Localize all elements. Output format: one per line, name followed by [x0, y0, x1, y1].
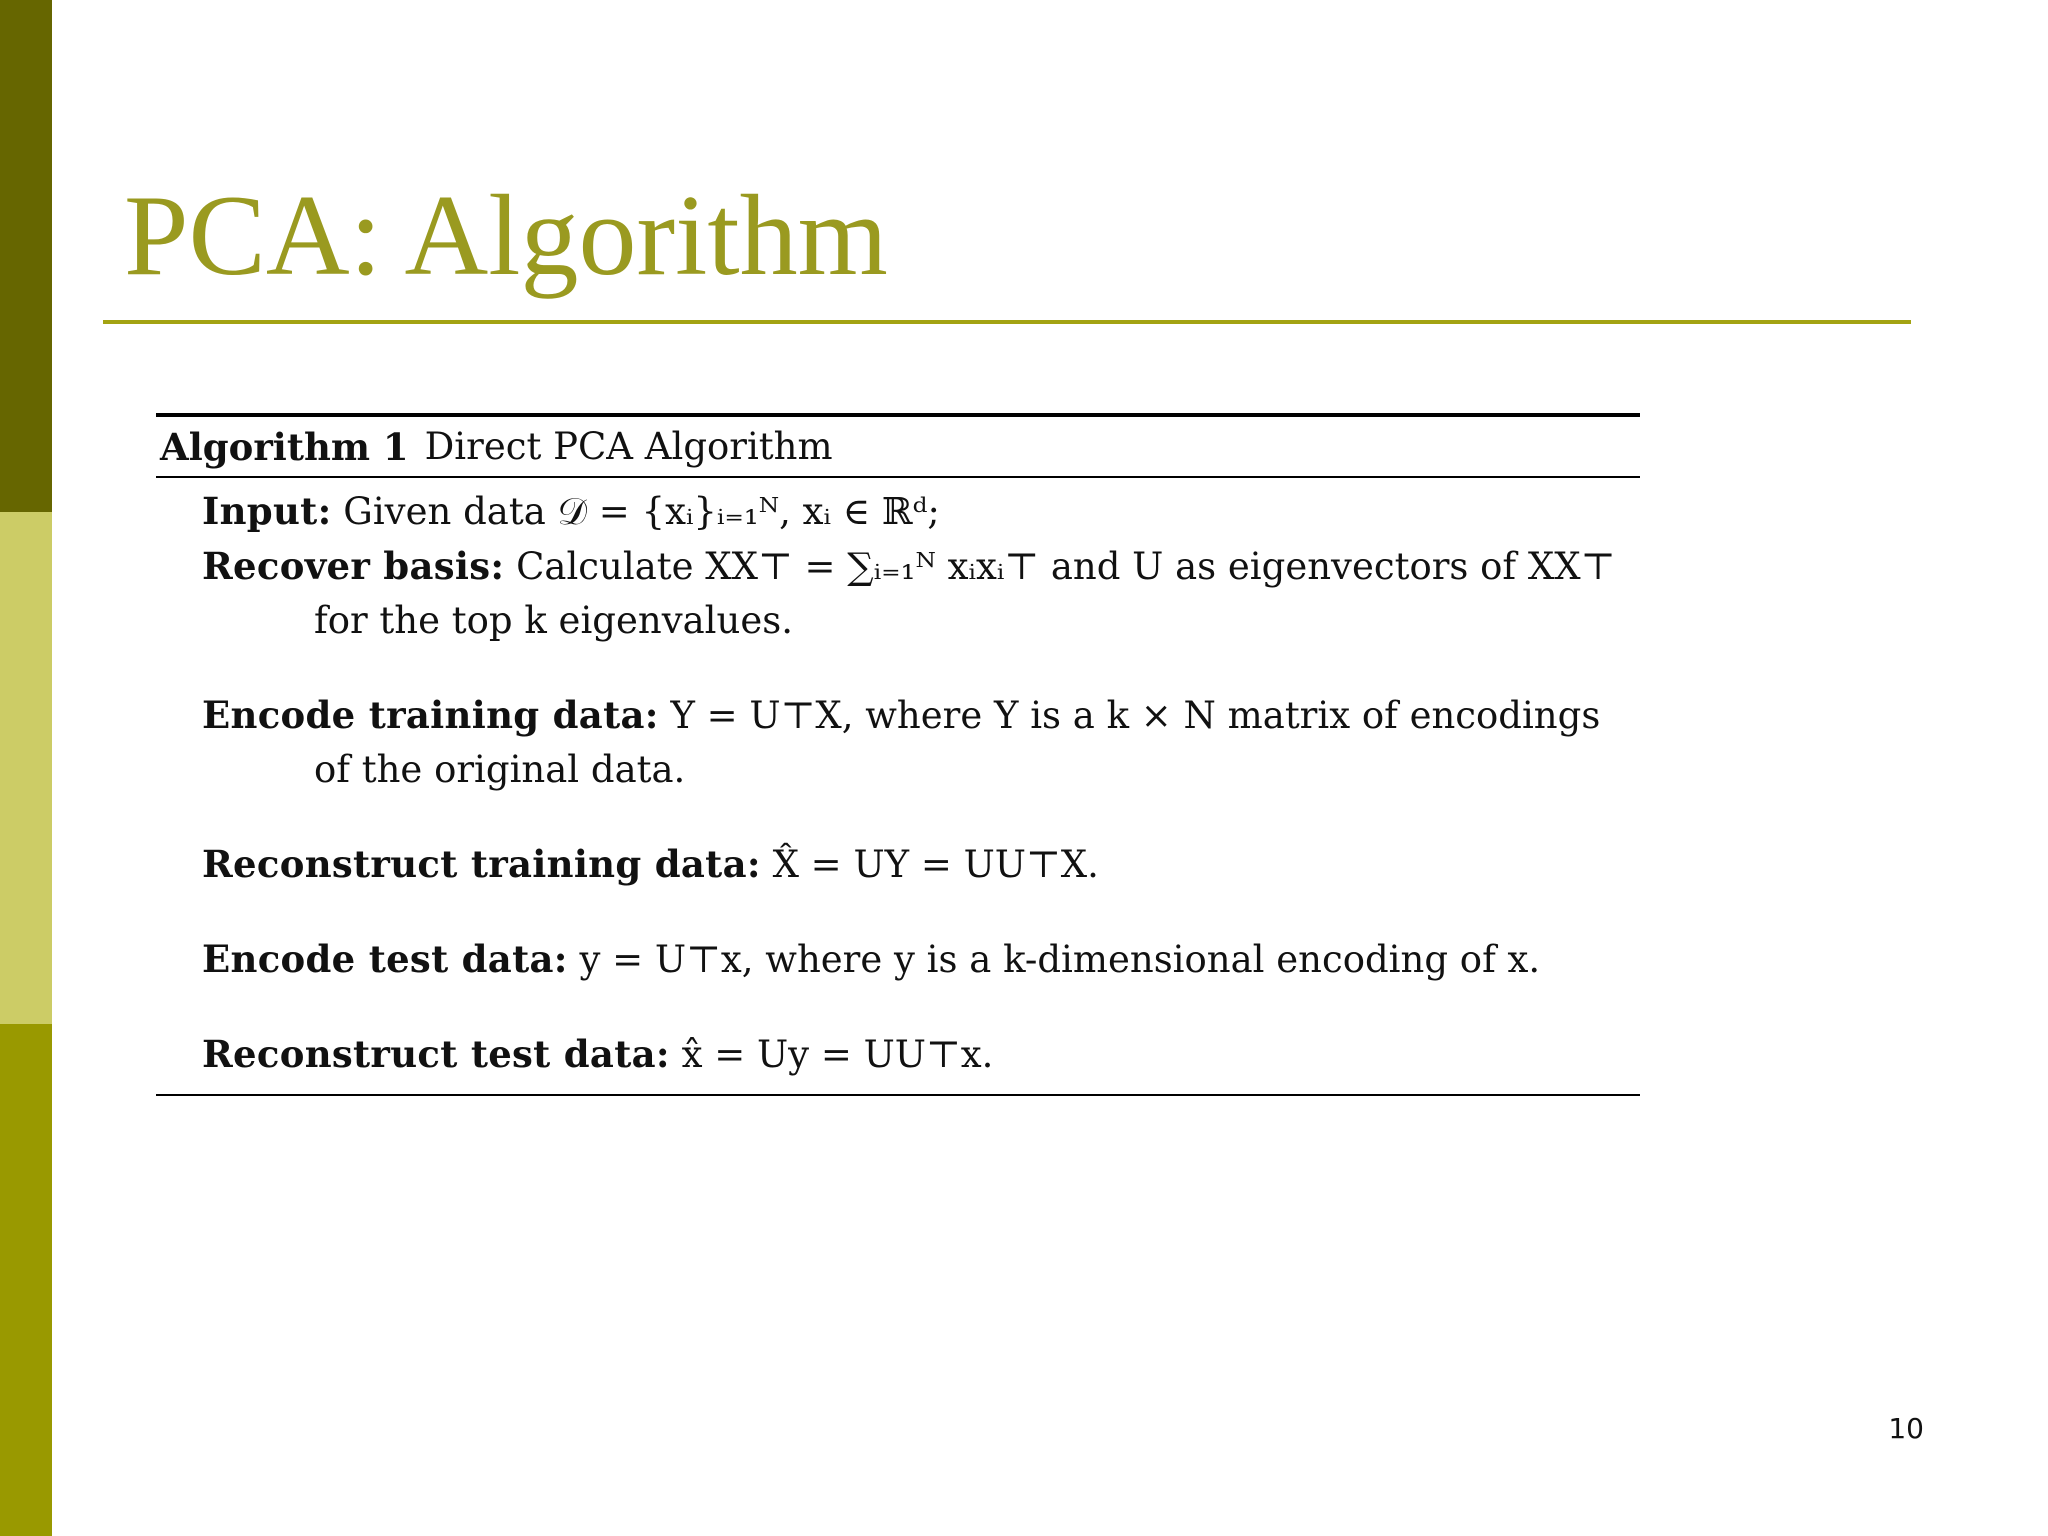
- algorithm-caption-text: Direct PCA Algorithm: [424, 425, 833, 468]
- algorithm-step-encode-training: [156, 688, 1640, 797]
- algorithm-body: [156, 478, 1640, 1094]
- algorithm-step-reconstruct-test: [156, 1027, 1640, 1082]
- algorithm-step-recover-basis: [156, 539, 1640, 648]
- step-label: Reconstruct training data:: [202, 842, 761, 886]
- step-text: y = U⊤x, where y is a k-dimensional encoding of x.: [579, 938, 1541, 981]
- step-text: x̂ = Uy = UU⊤x.: [681, 1033, 994, 1076]
- sidebar-segment-mid: [0, 1024, 52, 1536]
- step-label: Encode test data:: [202, 937, 568, 981]
- algorithm-step-encode-test: [156, 932, 1640, 987]
- algorithm-caption-label: Algorithm 1: [160, 424, 409, 469]
- algorithm-bottom-rule: [156, 1094, 1640, 1096]
- step-label: Recover basis:: [202, 544, 505, 588]
- spacer: [156, 892, 1640, 932]
- algorithm-caption: [156, 417, 1640, 476]
- spacer: [156, 987, 1640, 1027]
- sidebar-decoration: [0, 0, 52, 1536]
- step-text: X̂ = UY = UU⊤X.: [772, 843, 1099, 886]
- algorithm-step-input: [156, 484, 1640, 539]
- algorithm-step-reconstruct-training: [156, 837, 1640, 892]
- slide-title: PCA: Algorithm: [124, 172, 888, 300]
- step-text: Given data 𝒟 = {xᵢ}ᵢ₌₁ᴺ, xᵢ ∈ ℝᵈ;: [343, 490, 940, 533]
- step-text: Y = U⊤X, where Y is a k × N matrix of encodings of the original data.: [314, 694, 1601, 791]
- step-label: Input:: [202, 489, 332, 533]
- page-number: 10: [1888, 1412, 1924, 1445]
- step-label: Encode training data:: [202, 693, 659, 737]
- sidebar-segment-dark: [0, 0, 52, 512]
- spacer: [156, 797, 1640, 837]
- step-text: Calculate XX⊤ = ∑ᵢ₌₁ᴺ xᵢxᵢ⊤ and U as eigenvectors of XX⊤ for the top k eigenvalues.: [314, 545, 1616, 642]
- step-label: Reconstruct test data:: [202, 1032, 670, 1076]
- sidebar-segment-light: [0, 512, 52, 1024]
- title-underline: [103, 320, 1911, 324]
- algorithm-box: [156, 413, 1640, 1096]
- spacer: [156, 648, 1640, 688]
